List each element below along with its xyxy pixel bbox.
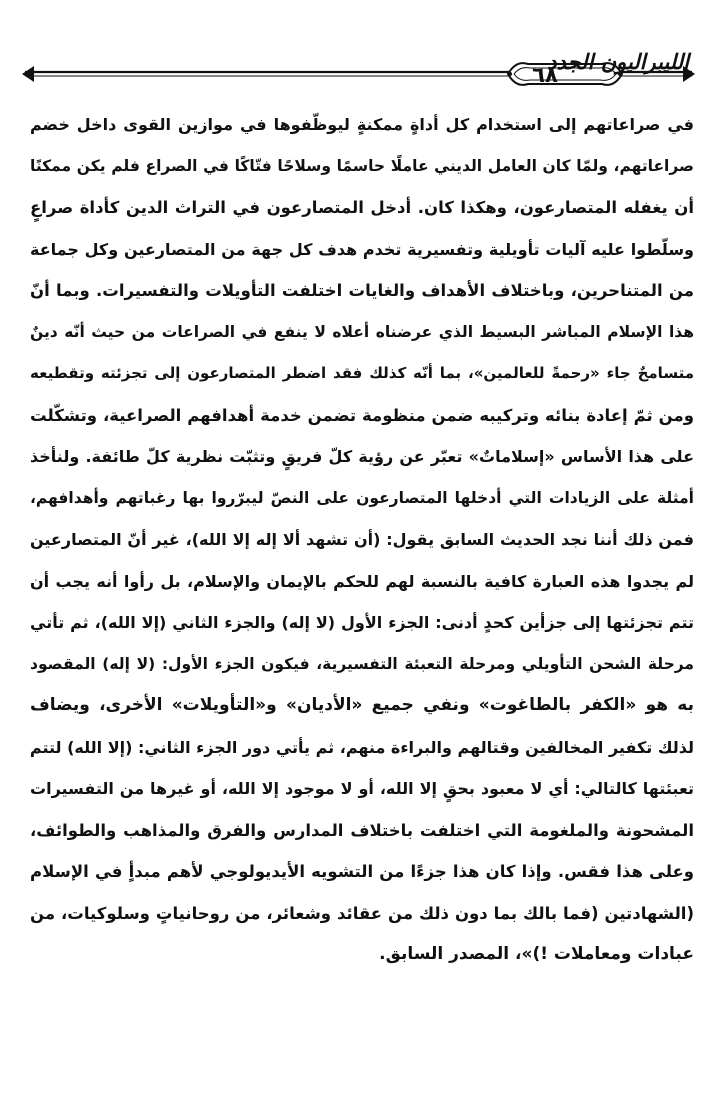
page-number: ٦٨	[532, 63, 558, 87]
text-line: عبادات ومعاملات !)»، المصدر السابق.	[379, 944, 694, 964]
text-line: هذا الإسلام المباشر البسيط الذي عرضناه أعلاه لا ينفع في الصراعات من حيث أنّه دينٌ	[30, 322, 694, 341]
body-text	[30, 104, 694, 976]
text-line: وعلى هذا فقس. وإذا كان هذا جزءًا من التشويه الأيديولوجي لأهم مبدأٍ في الإسلام	[30, 862, 694, 881]
text-line: على هذا الأساس «إسلاماتٌ» تعبّر عن رؤية كلّ فريقٍ وتثبّت نظرية كلّ طائفة. ولنأخذ	[30, 447, 694, 466]
running-title: الليبراليون الجدد	[547, 50, 689, 74]
text-line: فمن ذلك أننا نجد الحديث السابق يقول: (أن تشهد ألا إله إلا الله)، غير أنّ المتصارعين	[30, 530, 694, 549]
text-line: متسامحٌ جاء «رحمةً للعالمين»، بما أنّه كذلك فقد اضطر المتصارعون إلى تجزئته وتقطيعه	[30, 364, 694, 382]
text-line: المشحونة والملغومة التي اختلفت باختلاف المدارس والفرق والمذاهب والطوائف،	[30, 820, 694, 840]
text-line: أمثلة على الزيادات التي أدخلها المتصارعون على النصّ ليبرّروا بها رغباتهم وأهدافهم،	[30, 488, 694, 507]
text-line: تتم تجزئتها إلى جزأين كحدٍ أدنى: الجزء الأول (لا إله) والجزء الثاني (إلا الله)، ثم تأتي	[30, 613, 694, 632]
text-line: في صراعاتهم إلى استخدام كل أداةٍ ممكنةٍ ليوظّفوها في موازين القوى داخل خضم	[30, 115, 694, 134]
text-line: صراعاتهم، ولمّا كان العامل الديني عاملًا حاسمًا وسلاحًا فتّاكًا في الصراع فلم يكن ممكنًا	[30, 156, 694, 175]
text-line: من المتناحرين، وباختلاف الأهداف والغايات اختلفت التأويلات والتفسيرات. وبما أنّ	[30, 281, 694, 300]
text-line: (الشهادتين (فما بالك بما دون ذلك من عقائد وشعائر، من روحانياتٍ وسلوكيات، من	[30, 903, 694, 923]
text-line: وسلّطوا عليه آليات تأويلية وتفسيرية تخدم هدف كل جهة من المتصارعين وكل جماعة	[30, 239, 694, 259]
text-line: ومن ثمّ إعادة بنائه وتركيبه ضمن منظومة تضمن خدمة أهدافهم الصراعية، وتشكّلت	[30, 405, 694, 425]
text-line: أن يغفله المتصارعون، وهكذا كان. أدخل المتصارعون في التراث الدين كأداة صراعٍ	[30, 198, 694, 217]
text-line: مرحلة الشحن التأويلي ومرحلة التعبئة التفسيرية، فيكون الجزء الأول: (لا إله) المقصود	[30, 654, 694, 673]
text-line: تعبئتها كالتالي: أي لا معبود بحقٍ إلا الله، أو لا موجود إلا الله، أو غيرها من التفسيرات	[30, 779, 694, 798]
text-line: به هو «الكفر بالطاغوت» ونفي جميع «الأديان» و«التأويلات» الأخرى، ويضاف	[30, 695, 694, 715]
text-line: لم يجدوا هذه العبارة كافية بالنسبة لهم للحكم بالإيمان والإسلام، بل رأوا أنه يجب أن	[30, 571, 694, 591]
page-header	[20, 40, 697, 100]
text-line: لذلك تكفير المخالفين وقتالهم والبراءة منهم، ثم يأتي دور الجزء الثاني: (إلا الله) لتتم	[30, 737, 694, 757]
